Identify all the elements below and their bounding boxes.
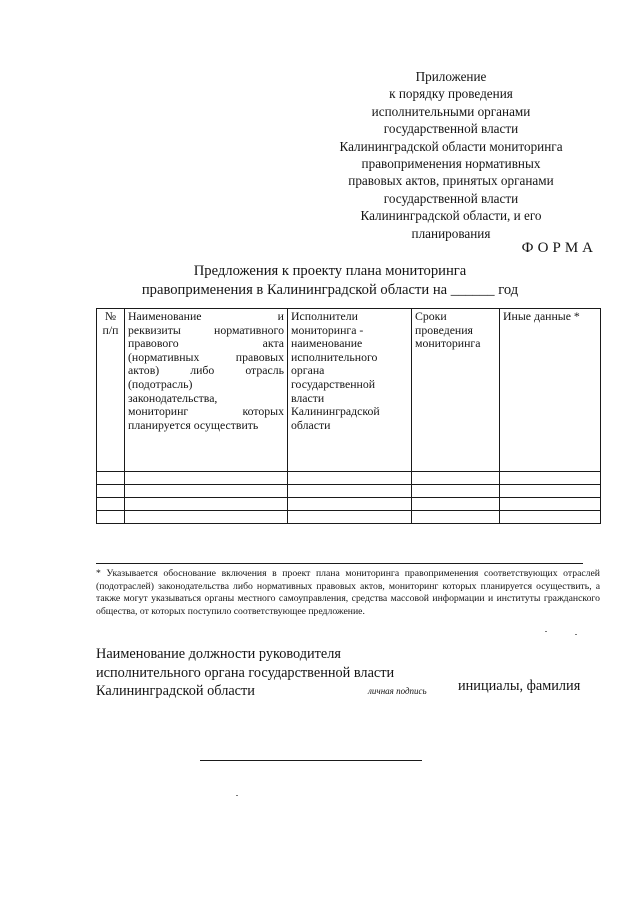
scan-speck xyxy=(236,795,238,796)
header-name-line: реквизиты нормативного xyxy=(128,322,284,337)
bottom-rule xyxy=(200,760,422,761)
position-line-2: исполнительного органа государственной власти xyxy=(96,664,395,681)
header-executors-line: Исполнители xyxy=(291,309,358,323)
table-header-row xyxy=(97,309,601,472)
header-terms-line: мониторинга xyxy=(415,336,481,351)
header-executors-line: государственной xyxy=(291,376,376,391)
personal-signature-label: личная подпись xyxy=(368,686,427,696)
position-line-1: Наименование должности руководителя xyxy=(96,646,341,662)
appendix-line: Калининградской области мониторинга xyxy=(339,138,563,154)
header-executors-line: исполнительного xyxy=(291,349,378,364)
header-name-line: правового акта xyxy=(128,336,284,351)
header-name xyxy=(125,309,288,472)
monitoring-table xyxy=(96,308,601,524)
header-executors-line: области xyxy=(291,417,331,432)
appendix-line: государственной власти xyxy=(383,190,519,206)
header-executors-line: мониторинга - xyxy=(291,322,364,337)
header-executors-line: Калининградской xyxy=(291,404,380,419)
appendix-line: Калининградской области, и его xyxy=(360,208,542,224)
header-other-line: Иные данные * xyxy=(503,309,580,323)
header-name-line: законодательства, xyxy=(128,390,218,405)
document-title xyxy=(120,262,540,299)
header-executors-line: органа xyxy=(291,363,325,378)
header-terms xyxy=(412,309,500,472)
header-executors-line: власти xyxy=(291,390,325,405)
scan-speck xyxy=(545,631,547,632)
header-number xyxy=(97,309,125,472)
header-name-line: мониторинг которых xyxy=(128,404,284,419)
form-label: ФОРМА xyxy=(521,240,597,256)
footnote: * Указывается обоснование включения в проект плана мониторинга правоприменения соответствующих отраслей (подотраслей) законодательства либо нормативных правовых актов, мониторинг которых планируется осуществить, а также могут указываться органы местного самоуправления, средства массовой информации и институты гражданского общества, от которых поступило соответствующее предложение. xyxy=(96,568,600,618)
header-name-line: актов) либо отрасль xyxy=(128,363,284,378)
table-row xyxy=(97,498,601,511)
appendix-block xyxy=(300,68,602,242)
appendix-line: к порядку проведения xyxy=(389,86,513,102)
header-terms-line: Сроки xyxy=(415,309,447,323)
header-number-line: п/п xyxy=(102,322,119,337)
header-terms-line: проведения xyxy=(415,322,473,337)
appendix-line: планирования xyxy=(411,225,491,241)
header-number-line: № xyxy=(104,309,117,323)
appendix-line: правовых актов, принятых органами xyxy=(348,173,554,189)
header-name-line: планируется осуществить xyxy=(128,417,259,432)
header-executors xyxy=(288,309,412,472)
appendix-line: Приложение xyxy=(415,69,487,84)
table-row xyxy=(97,485,601,498)
appendix-line: исполнительными органами xyxy=(371,103,531,119)
initials-surname-label: инициалы, фамилия xyxy=(458,678,581,694)
position-line-3: Калининградской области xyxy=(96,683,255,699)
title-line-1: Предложения к проекту плана мониторинга xyxy=(193,263,467,279)
table-row xyxy=(97,511,601,524)
header-name-line: (подотрасль) xyxy=(128,376,193,391)
footnote-separator xyxy=(96,563,583,564)
header-other-data xyxy=(500,309,601,472)
header-name-line: Наименование и xyxy=(128,309,284,323)
table-row xyxy=(97,472,601,485)
appendix-line: государственной власти xyxy=(383,121,519,137)
header-executors-line: наименование xyxy=(291,336,363,351)
title-line-2: правоприменения в Калининградской области на ______ год xyxy=(141,281,519,298)
header-name-line: (нормативных правовых xyxy=(128,349,284,364)
scan-speck xyxy=(575,634,577,635)
appendix-line: правоприменения нормативных xyxy=(361,156,541,172)
